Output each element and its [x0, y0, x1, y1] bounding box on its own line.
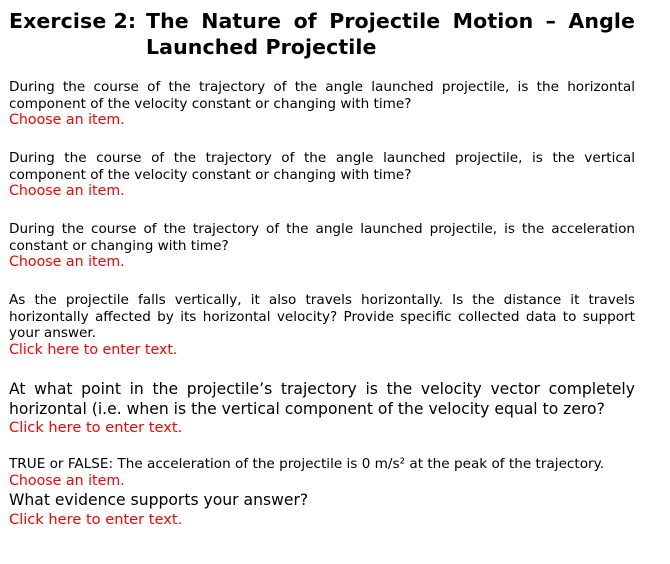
- question-text: TRUE or FALSE: The acceleration of the projectile is 0 m/s² at the peak of the trajectory.: [9, 456, 605, 472]
- text-content-control[interactable]: Click here to enter text.: [9, 419, 183, 436]
- question-6: [9, 456, 635, 490]
- question-text: During the course of the trajectory of the angle launched projectile, is the acceleration constant or changing with time?: [9, 221, 635, 254]
- question-text: What evidence supports your answer?: [9, 491, 309, 509]
- question-text: At what point in the projectile’s trajectory is the velocity vector completely horizontal (i.e. when is the vertical component of the velocity equal to zero?: [9, 380, 635, 418]
- followup-question: [9, 491, 635, 528]
- question-5: [9, 380, 635, 437]
- dropdown-content-control[interactable]: Choose an item.: [9, 183, 125, 199]
- question-2: [9, 150, 635, 201]
- worksheet-page: [9, 8, 635, 528]
- question-text: As the projectile falls vertically, it also travels horizontally. Is the distance it travels horizontally affected by its horizontal velocity? Provide specific collected data to support your answer.: [9, 292, 635, 341]
- question-4: [9, 292, 635, 359]
- question-text: During the course of the trajectory of the angle launched projectile, is the horizontal component of the velocity constant or changing with time?: [9, 79, 635, 112]
- text-content-control[interactable]: Click here to enter text.: [9, 341, 178, 358]
- dropdown-content-control[interactable]: Choose an item.: [9, 112, 125, 128]
- text-content-control[interactable]: Click here to enter text.: [9, 510, 183, 528]
- exercise-title: The Nature of Projectile Motion – Angle Launched Projectile: [146, 9, 635, 59]
- exercise-label: Exercise 2:: [9, 9, 137, 33]
- question-3: [9, 221, 635, 272]
- dropdown-content-control[interactable]: Choose an item.: [9, 254, 125, 270]
- exercise-heading: [9, 8, 635, 60]
- question-1: [9, 79, 635, 130]
- question-text: During the course of the trajectory of the angle launched projectile, is the vertical component of the velocity constant or changing with time?: [9, 150, 635, 183]
- dropdown-content-control[interactable]: Choose an item.: [9, 472, 125, 489]
